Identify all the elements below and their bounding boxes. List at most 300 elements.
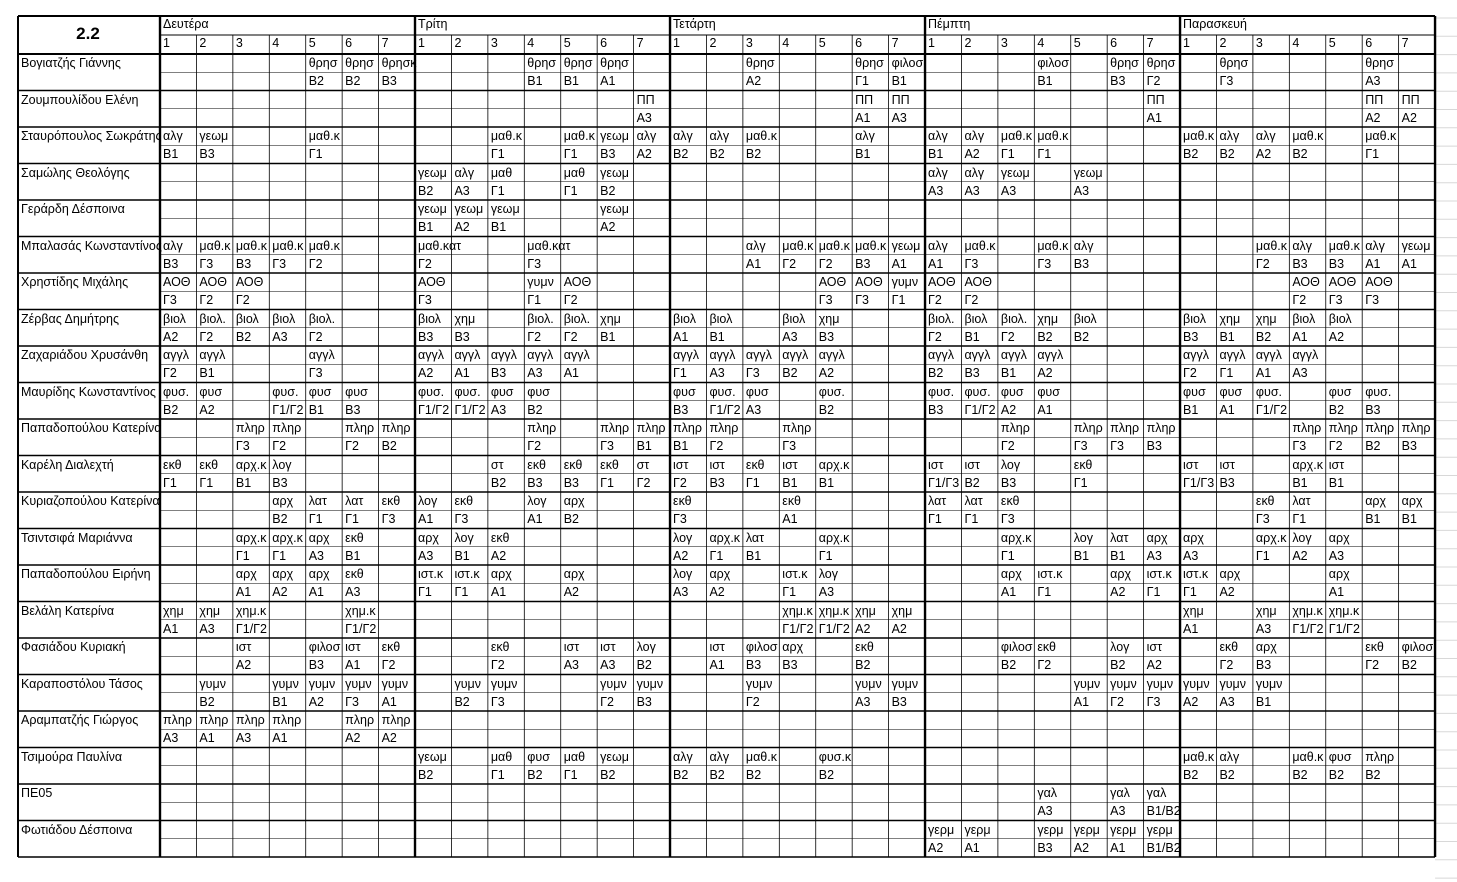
lesson-class[interactable]: Α1	[1037, 402, 1053, 417]
lesson-subject[interactable]: αρχ.κ	[272, 530, 303, 545]
lesson-class[interactable]: Γ3	[527, 256, 542, 271]
lesson-class[interactable]: Β2	[600, 767, 616, 782]
lesson-subject[interactable]: ιστ	[782, 457, 798, 472]
lesson-class[interactable]: Γ1	[454, 585, 469, 600]
lesson-class[interactable]: Α2	[891, 621, 907, 636]
lesson-class[interactable]: Β1	[1219, 329, 1235, 344]
lesson-class[interactable]: Γ1/Γ2	[454, 402, 486, 417]
teacher-name[interactable]: Φωτιάδου Δέσποινα	[21, 822, 133, 837]
lesson-subject[interactable]: χημ	[891, 603, 913, 618]
lesson-subject[interactable]: αλγ	[673, 749, 693, 764]
lesson-subject[interactable]: αγγλ	[964, 348, 991, 362]
lesson-class[interactable]: Β3	[1365, 402, 1381, 417]
lesson-subject[interactable]: γυμν	[600, 676, 627, 691]
teacher-name[interactable]: Μαυρίδης Κωνσταντίνος	[21, 384, 156, 399]
lesson-class[interactable]: Β2	[673, 147, 689, 162]
lesson-subject[interactable]: εκθ	[1365, 640, 1384, 654]
lesson-subject[interactable]: γεωμ	[418, 165, 447, 180]
lesson-subject[interactable]: χημ.κ	[345, 603, 376, 618]
lesson-subject[interactable]: χημ	[855, 603, 876, 618]
lesson-class[interactable]: Β1	[1292, 475, 1308, 490]
lesson-class[interactable]: Γ3	[345, 694, 359, 709]
lesson-subject[interactable]: αγγλ	[1219, 348, 1246, 362]
lesson-class[interactable]: Γ1/Γ2	[1255, 402, 1288, 417]
lesson-class[interactable]: Β3	[1037, 840, 1053, 855]
lesson-class[interactable]: Γ2	[199, 293, 214, 308]
lesson-class[interactable]: Β1	[1110, 548, 1126, 563]
lesson-subject[interactable]: εκθ	[855, 640, 874, 654]
lesson-subject[interactable]: αρχ	[1219, 567, 1241, 581]
lesson-class[interactable]: Γ2	[345, 439, 359, 454]
period-header[interactable]: 7	[1401, 36, 1409, 50]
lesson-class[interactable]: Β2	[308, 74, 325, 89]
lesson-subject[interactable]: μαθ.κ	[1183, 129, 1215, 143]
period-header[interactable]: 1	[928, 36, 935, 50]
lesson-subject[interactable]: αλγ	[745, 238, 766, 253]
lesson-class[interactable]: Γ2	[1219, 658, 1234, 673]
lesson-subject[interactable]: πληρ	[1328, 421, 1358, 435]
day-header[interactable]: Δευτέρα	[163, 17, 209, 31]
lesson-subject[interactable]: εκθ	[1037, 640, 1056, 654]
lesson-subject[interactable]: γεωμ	[600, 165, 629, 180]
lesson-class[interactable]: Β2	[1183, 147, 1199, 162]
lesson-subject[interactable]: πληρ	[381, 713, 411, 727]
lesson-subject[interactable]: φιλοσ	[308, 640, 341, 654]
lesson-class[interactable]: Γ3	[163, 293, 177, 308]
lesson-subject[interactable]: χημ	[818, 311, 840, 326]
lesson-class[interactable]: Α2	[308, 694, 325, 709]
lesson-class[interactable]: Γ1	[1292, 512, 1307, 527]
lesson-class[interactable]: Β2	[1328, 767, 1345, 782]
lesson-class[interactable]: Α1	[782, 512, 798, 527]
lesson-subject[interactable]: αλγ	[163, 129, 183, 143]
lesson-class[interactable]: Γ1/Γ2	[1292, 621, 1324, 636]
lesson-subject[interactable]: μαθ.κ	[199, 238, 231, 253]
period-header[interactable]: 6	[855, 36, 863, 50]
teacher-name[interactable]: Καρέλη Διαλεχτή	[21, 457, 114, 472]
lesson-class[interactable]: Α1	[1219, 402, 1235, 417]
lesson-subject[interactable]: αλγ	[1073, 238, 1094, 253]
lesson-subject[interactable]: ιστ.κ	[418, 567, 444, 581]
lesson-class[interactable]: Α2	[1219, 585, 1235, 600]
lesson-subject[interactable]: χημ	[1183, 603, 1204, 618]
lesson-class[interactable]: Β1	[782, 475, 798, 490]
lesson-subject[interactable]: γεωμ	[418, 749, 447, 764]
period-header[interactable]: 6	[1365, 36, 1373, 50]
lesson-subject[interactable]: χημ.κ	[818, 603, 850, 618]
lesson-class[interactable]: Α3	[745, 402, 762, 417]
lesson-class[interactable]: Γ3	[381, 512, 396, 527]
lesson-class[interactable]: Γ2	[745, 694, 760, 709]
lesson-subject[interactable]: θρησ	[855, 56, 884, 70]
lesson-subject[interactable]: φυσ	[490, 384, 514, 399]
lesson-class[interactable]: Γ1	[600, 475, 614, 490]
teacher-name[interactable]: Τσιμούρα Παυλίνα	[21, 749, 123, 764]
lesson-class[interactable]: Β3	[454, 329, 470, 344]
lesson-subject[interactable]: λατ	[928, 494, 947, 508]
lesson-subject[interactable]: μαθ.κ	[964, 238, 996, 253]
lesson-subject[interactable]: γυμν	[381, 676, 409, 691]
lesson-subject[interactable]: γυμν	[527, 275, 554, 289]
lesson-class[interactable]: Β2	[345, 74, 361, 89]
lesson-class[interactable]: Β3	[1183, 329, 1199, 344]
lesson-class[interactable]: Α1	[1292, 329, 1308, 344]
lesson-subject[interactable]: ιστ	[928, 457, 944, 472]
lesson-subject[interactable]: πληρ	[600, 421, 630, 435]
lesson-class[interactable]: Γ1	[964, 512, 979, 527]
lesson-subject[interactable]: λατ	[745, 530, 765, 545]
lesson-subject[interactable]: φυσ.	[928, 384, 955, 399]
lesson-class[interactable]: Γ3	[1255, 512, 1270, 527]
lesson-subject[interactable]: φυσ	[345, 384, 368, 399]
period-header[interactable]: 3	[1000, 36, 1008, 50]
lesson-subject[interactable]: πληρ	[235, 421, 265, 435]
period-header[interactable]: 4	[527, 36, 535, 50]
lesson-class[interactable]: Β1	[709, 329, 725, 344]
lesson-subject[interactable]: γυμν	[345, 676, 372, 691]
lesson-class[interactable]: Α2	[163, 329, 179, 344]
lesson-class[interactable]: Β1	[1000, 366, 1017, 381]
lesson-subject[interactable]: αλγ	[928, 238, 948, 253]
lesson-subject[interactable]: βιολ.	[308, 311, 336, 326]
lesson-subject[interactable]: ιστ	[1183, 457, 1199, 472]
lesson-class[interactable]: Γ1	[1037, 147, 1052, 162]
lesson-class[interactable]: Γ3	[782, 439, 797, 454]
lesson-subject[interactable]: μαθ.κ	[855, 238, 887, 253]
lesson-class[interactable]: Β3	[345, 402, 361, 417]
lesson-class[interactable]: Α3	[818, 585, 835, 600]
lesson-class[interactable]: Β1	[199, 366, 215, 381]
lesson-class[interactable]: Α2	[1073, 840, 1090, 855]
lesson-class[interactable]: Γ1/Γ3	[928, 475, 960, 490]
lesson-class[interactable]: Γ2	[673, 475, 687, 490]
lesson-subject[interactable]: φυσ	[1183, 384, 1206, 399]
lesson-subject[interactable]: ιστ.κ	[1037, 567, 1063, 581]
lesson-subject[interactable]: αγγλ	[709, 348, 736, 362]
lesson-subject[interactable]: αρχ.κ	[1000, 530, 1032, 545]
lesson-subject[interactable]: αγγλ	[1255, 348, 1282, 362]
lesson-subject[interactable]: χημ	[600, 311, 621, 326]
lesson-class[interactable]: Α2	[636, 147, 652, 162]
lesson-class[interactable]: Β2	[1365, 439, 1381, 454]
lesson-class[interactable]: Α2	[1328, 329, 1345, 344]
teacher-name[interactable]: Ζέρβας Δημήτρης	[21, 311, 120, 326]
period-header[interactable]: 3	[1255, 36, 1263, 50]
lesson-subject[interactable]: γερμ	[1037, 822, 1064, 837]
lesson-class[interactable]: Α3	[454, 183, 470, 198]
lesson-subject[interactable]: πληρ	[381, 421, 411, 435]
lesson-class[interactable]: Α3	[272, 329, 288, 344]
lesson-subject[interactable]: αγγλ	[673, 348, 699, 362]
lesson-subject[interactable]: πληρ	[199, 713, 229, 727]
lesson-class[interactable]: Β2	[1401, 658, 1417, 673]
lesson-class[interactable]: Α2	[928, 840, 944, 855]
lesson-class[interactable]: Β2	[1365, 767, 1381, 782]
teacher-name[interactable]: Κυριαζοπούλου Κατερίνα	[21, 494, 160, 508]
lesson-class[interactable]: Α1	[199, 731, 215, 746]
lesson-subject[interactable]: γερμ	[928, 822, 955, 837]
lesson-class[interactable]: Β2	[454, 694, 470, 709]
lesson-class[interactable]: Β3	[418, 329, 434, 344]
lesson-class[interactable]: Γ3	[818, 293, 833, 308]
lesson-class[interactable]: Α3	[1183, 548, 1199, 563]
lesson-subject[interactable]: πληρ	[1365, 421, 1395, 435]
lesson-subject[interactable]: μαθ.κατ	[418, 238, 462, 253]
lesson-class[interactable]: Α2	[1365, 110, 1381, 125]
lesson-class[interactable]: Α1	[418, 512, 434, 527]
lesson-class[interactable]: Γ1	[272, 548, 287, 563]
lesson-class[interactable]: Α2	[345, 731, 361, 746]
lesson-subject[interactable]: αρχ.κ	[818, 530, 850, 545]
lesson-class[interactable]: Β3	[527, 475, 543, 490]
lesson-class[interactable]: Α3	[1146, 548, 1162, 563]
lesson-class[interactable]: Γ3	[1037, 256, 1052, 271]
period-header[interactable]: 5	[308, 36, 316, 50]
lesson-subject[interactable]: ΠΠ	[1365, 92, 1384, 107]
lesson-subject[interactable]: μαθ.κ	[272, 238, 304, 253]
lesson-class[interactable]: Γ2	[308, 329, 323, 344]
lesson-subject[interactable]: μαθ.κ	[1255, 238, 1287, 253]
lesson-class[interactable]: Α2	[1183, 694, 1199, 709]
lesson-class[interactable]: Β3	[163, 256, 179, 271]
lesson-class[interactable]: Α3	[235, 731, 252, 746]
lesson-class[interactable]: Γ3	[454, 512, 469, 527]
lesson-class[interactable]: Α3	[782, 329, 798, 344]
lesson-subject[interactable]: μαθ.κατ	[527, 238, 571, 253]
lesson-class[interactable]: Α3	[527, 366, 543, 381]
lesson-class[interactable]: Β2	[418, 767, 434, 782]
teacher-name[interactable]: Βελάλη Κατερίνα	[21, 603, 115, 618]
lesson-subject[interactable]: αρχ.κ	[235, 457, 267, 472]
lesson-subject[interactable]: αγγλ	[1000, 348, 1027, 362]
lesson-subject[interactable]: αλγ	[673, 129, 693, 143]
lesson-class[interactable]: Β3	[381, 74, 397, 89]
lesson-class[interactable]: Γ2	[1110, 694, 1125, 709]
lesson-class[interactable]: Γ1	[308, 512, 323, 527]
period-header[interactable]: 5	[1073, 36, 1081, 50]
lesson-class[interactable]: Β3	[928, 402, 944, 417]
period-header[interactable]: 2	[454, 36, 462, 50]
lesson-class[interactable]: Α2	[1146, 658, 1162, 673]
lesson-subject[interactable]: μαθ.κ	[1292, 749, 1324, 764]
lesson-subject[interactable]: εκθ	[345, 530, 364, 545]
lesson-subject[interactable]: βιολ	[1183, 311, 1206, 326]
lesson-class[interactable]: Α1	[891, 256, 907, 271]
lesson-class[interactable]: Γ2	[563, 293, 578, 308]
lesson-subject[interactable]: αρχ.κ	[818, 457, 850, 472]
lesson-subject[interactable]: αρχ.κ	[709, 530, 741, 545]
lesson-subject[interactable]: μαθ.κ	[745, 129, 777, 143]
lesson-subject[interactable]: εκθ	[745, 457, 765, 472]
lesson-class[interactable]: Α1	[600, 74, 616, 89]
lesson-subject[interactable]: μαθ.κ	[818, 238, 850, 253]
lesson-subject[interactable]: πληρ	[345, 713, 375, 727]
lesson-subject[interactable]: αρχ	[563, 567, 585, 581]
lesson-subject[interactable]: αλγ	[163, 238, 183, 253]
lesson-class[interactable]: Β1	[235, 475, 252, 490]
lesson-subject[interactable]: μαθ.κ	[235, 238, 267, 253]
teacher-name[interactable]: Ζαχαριάδου Χρυσάνθη	[21, 348, 149, 362]
lesson-subject[interactable]: αρχ	[1000, 567, 1022, 581]
lesson-class[interactable]: Α1	[1183, 621, 1199, 636]
teacher-name[interactable]: Σταυρόπουλος Σωκράτης	[21, 129, 162, 143]
period-header[interactable]: 7	[381, 36, 389, 50]
lesson-subject[interactable]: εκθ	[1000, 494, 1020, 508]
lesson-subject[interactable]: γεωμ	[490, 202, 520, 216]
lesson-class[interactable]: Γ3	[1110, 439, 1125, 454]
lesson-class[interactable]: Γ1	[1073, 475, 1088, 490]
lesson-subject[interactable]: αγγλ	[818, 348, 845, 362]
lesson-subject[interactable]: χημ	[1255, 603, 1277, 618]
lesson-subject[interactable]: στ	[636, 457, 650, 472]
period-header[interactable]: 4	[272, 36, 280, 50]
lesson-subject[interactable]: αρχ	[272, 494, 294, 508]
lesson-subject[interactable]: εκθ	[381, 640, 401, 654]
teacher-name[interactable]: Παπαδοπούλου Κατερίνα	[21, 421, 162, 435]
lesson-subject[interactable]: φιλοσ	[891, 56, 924, 70]
lesson-subject[interactable]: αρχ.κ	[235, 530, 267, 545]
lesson-subject[interactable]: φυσ	[1000, 384, 1024, 399]
lesson-subject[interactable]: μαθ.κ	[1000, 129, 1032, 143]
lesson-subject[interactable]: αλγ	[1255, 129, 1276, 143]
lesson-class[interactable]: Β3	[673, 402, 689, 417]
lesson-subject[interactable]: αρχ.κ	[1255, 530, 1287, 545]
lesson-class[interactable]: Β2	[1073, 329, 1090, 344]
lesson-class[interactable]: Β1	[891, 74, 907, 89]
lesson-subject[interactable]: βιολ	[272, 311, 296, 326]
lesson-class[interactable]: Γ1	[563, 183, 578, 198]
lesson-subject[interactable]: πληρ	[527, 421, 557, 435]
lesson-subject[interactable]: βιολ.	[199, 311, 226, 326]
lesson-class[interactable]: Α1	[1000, 585, 1017, 600]
lesson-subject[interactable]: γυμν	[490, 676, 518, 691]
lesson-subject[interactable]: ΑΟΘ	[199, 275, 227, 289]
lesson-subject[interactable]: ιστ	[1219, 457, 1235, 472]
lesson-subject[interactable]: ΠΠ	[1401, 92, 1420, 107]
lesson-subject[interactable]: βιολ	[418, 311, 441, 326]
lesson-subject[interactable]: πληρ	[1146, 421, 1176, 435]
lesson-subject[interactable]: γυμν	[636, 676, 664, 691]
lesson-subject[interactable]: γυμν	[199, 676, 226, 691]
lesson-subject[interactable]: αρχ	[235, 567, 257, 581]
lesson-class[interactable]: Β1	[272, 694, 288, 709]
lesson-class[interactable]: Γ2	[1328, 439, 1343, 454]
lesson-class[interactable]: Γ2	[527, 439, 542, 454]
lesson-class[interactable]: Γ1	[418, 585, 432, 600]
lesson-class[interactable]: Α3	[636, 110, 652, 125]
lesson-class[interactable]: Γ1	[928, 512, 942, 527]
lesson-class[interactable]: Β3	[1000, 475, 1017, 490]
lesson-class[interactable]: Γ3	[745, 366, 760, 381]
lesson-subject[interactable]: αρχ	[1110, 567, 1132, 581]
lesson-subject[interactable]: γεωμ	[1401, 238, 1431, 253]
lesson-subject[interactable]: φυσ	[1219, 384, 1243, 399]
lesson-class[interactable]: Γ1	[163, 475, 177, 490]
lesson-class[interactable]: Γ1/Γ2	[964, 402, 996, 417]
lesson-subject[interactable]: φυσ	[199, 384, 223, 399]
lesson-subject[interactable]: εκθ	[381, 494, 401, 508]
teacher-name[interactable]: Ζουμπουλίδου Ελένη	[21, 92, 139, 107]
lesson-class[interactable]: Β3	[855, 256, 871, 271]
lesson-class[interactable]: Α3	[855, 694, 871, 709]
lesson-subject[interactable]: πληρ	[1110, 421, 1140, 435]
lesson-class[interactable]: Β2	[490, 475, 507, 490]
lesson-subject[interactable]: πληρ	[709, 421, 739, 435]
lesson-subject[interactable]: φιλοσ	[1000, 640, 1033, 654]
lesson-class[interactable]: Α2	[1292, 548, 1308, 563]
lesson-subject[interactable]: φυσ	[527, 384, 550, 399]
lesson-class[interactable]: Γ1	[563, 147, 578, 162]
lesson-subject[interactable]: αγγλ	[418, 348, 444, 362]
lesson-subject[interactable]: φιλοσ	[745, 640, 778, 654]
sheet-title[interactable]: 2.2	[76, 24, 100, 43]
lesson-class[interactable]: Β3	[563, 475, 580, 490]
lesson-subject[interactable]: πληρ	[673, 421, 702, 435]
lesson-subject[interactable]: ΑΟΘ	[1328, 275, 1357, 289]
lesson-class[interactable]: Γ1	[490, 767, 505, 782]
period-header[interactable]: 1	[1183, 36, 1190, 50]
lesson-class[interactable]: Γ1	[818, 548, 833, 563]
period-header[interactable]: 5	[818, 36, 826, 50]
lesson-class[interactable]: Γ2	[782, 256, 797, 271]
lesson-class[interactable]: Β2	[709, 147, 725, 162]
lesson-subject[interactable]: ΠΠ	[855, 92, 874, 107]
period-header[interactable]: 2	[199, 36, 207, 50]
lesson-class[interactable]: Γ2	[527, 329, 542, 344]
lesson-class[interactable]: Β1	[527, 74, 543, 89]
lesson-class[interactable]: Β2	[527, 767, 543, 782]
lesson-subject[interactable]: γυμν	[1073, 676, 1101, 691]
lesson-subject[interactable]: αρχ	[1255, 640, 1277, 654]
lesson-class[interactable]: Α3	[891, 110, 907, 125]
lesson-subject[interactable]: αρχ.κ	[1292, 457, 1323, 472]
lesson-subject[interactable]: θρησ	[1110, 56, 1139, 70]
lesson-subject[interactable]: γαλ	[1037, 786, 1058, 800]
lesson-subject[interactable]: μαθ.κ	[1365, 129, 1397, 143]
lesson-subject[interactable]: αρχ	[490, 567, 512, 581]
lesson-class[interactable]: Β2	[964, 475, 980, 490]
lesson-subject[interactable]: φυσ	[1328, 384, 1352, 399]
lesson-subject[interactable]: λογ	[418, 494, 438, 508]
lesson-subject[interactable]: ΑΟΘ	[1365, 275, 1393, 289]
lesson-class[interactable]: Α1	[855, 110, 871, 125]
lesson-class[interactable]: Γ2	[1365, 658, 1380, 673]
lesson-subject[interactable]: φυσ	[1037, 384, 1060, 399]
lesson-subject[interactable]: εκθ	[1219, 640, 1239, 654]
lesson-subject[interactable]: αλγ	[1219, 129, 1240, 143]
lesson-class[interactable]: Α1	[928, 256, 944, 271]
lesson-subject[interactable]: γυμν	[891, 676, 919, 691]
lesson-subject[interactable]: πληρ	[782, 421, 812, 435]
lesson-class[interactable]: Β1	[928, 147, 944, 162]
lesson-subject[interactable]: χημ	[199, 603, 221, 618]
lesson-class[interactable]: Γ3	[235, 439, 250, 454]
lesson-class[interactable]: Β1	[600, 329, 616, 344]
lesson-subject[interactable]: φυσ.κ	[818, 749, 852, 764]
lesson-subject[interactable]: χημ.κ	[235, 603, 267, 618]
lesson-class[interactable]: Β3	[818, 329, 835, 344]
lesson-class[interactable]: Β2	[1219, 147, 1235, 162]
lesson-class[interactable]: Γ1	[490, 147, 505, 162]
lesson-class[interactable]: Α1	[745, 256, 762, 271]
lesson-subject[interactable]: αρχ	[418, 530, 439, 545]
lesson-class[interactable]: Α1	[272, 731, 288, 746]
lesson-class[interactable]: Β2	[1328, 402, 1345, 417]
period-header[interactable]: 3	[490, 36, 498, 50]
lesson-subject[interactable]: ΠΠ	[891, 92, 910, 107]
lesson-subject[interactable]: λογ	[454, 530, 474, 545]
lesson-class[interactable]: Β1	[563, 74, 580, 89]
